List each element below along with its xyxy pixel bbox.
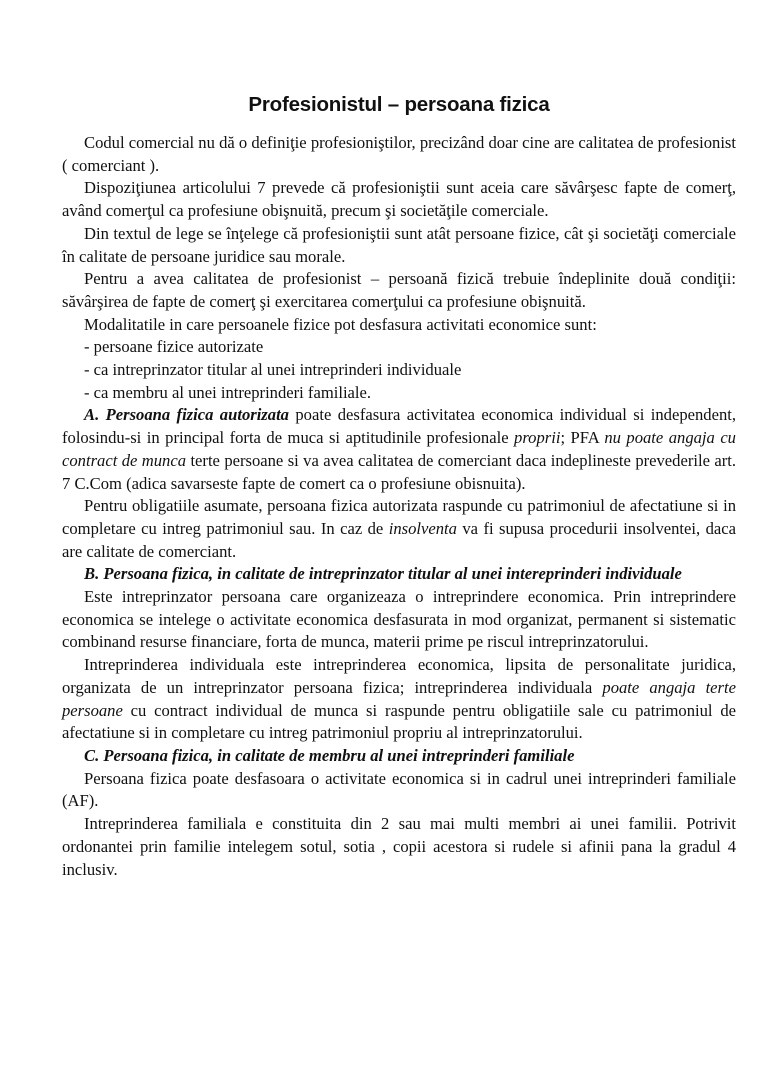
paragraph-conditions: Pentru a avea calitatea de profesionist – persoană fizică trebuie îndeplinite două condiţii: săvârşirea de fapte de comerţ şi exercitarea comerţului ca profesiune obişnuită. — [62, 269, 736, 311]
paragraph-definition: Codul comercial nu dă o definiţie profesioniştilor, precizând doar cine are calitatea de profesionist ( comerciant ). — [62, 133, 736, 175]
section-c-heading: C. Persoana fizica, in calitate de membru al unei intreprinderi familiale — [84, 745, 575, 765]
section-b-text: Intreprinderea individuala este intreprinderea economica, lipsita de personalitate juridica, organizata de un intreprinzator persoana fizica; intreprinderea individuala — [62, 655, 736, 697]
section-a-italic-contract: nu poate angaja cu contract de munca — [62, 428, 736, 470]
section-a-obligations-text: va fi supusa procedurii insolventei, daca are calitate de comerciant. — [62, 518, 736, 561]
document-page — [62, 88, 736, 881]
document-title: Profesionistul – persoana fizica — [248, 93, 550, 116]
section-a-obligations — [62, 495, 736, 563]
section-b-text: cu contract individual de munca si raspunde pentru obligatiile sale cu patrimoniul de afectatiune si in completare cu intreg patrimoniul propriu al intreprinzatorului. — [62, 700, 736, 743]
paragraph-law-text: Din textul de lege se înţelege că profesioniştii sunt atât persoane fizice, cât şi societăţi comerciale în calitate de persoane juridice sau morale. — [62, 223, 736, 266]
paragraph-article-7: Dispoziţiunea articolului 7 prevede că profesioniştii sunt aceia care săvârşesc fapte de comerţ, având comerţul ca profesiune obişnuită, precum şi societăţile comerciale. — [62, 178, 736, 221]
section-a-paragraph — [62, 404, 736, 495]
section-b-paragraph-2 — [62, 654, 736, 745]
section-b-heading: B. Persoana fizica, in calitate de intreprinzator titular al unei intereprinderi individuale — [84, 564, 682, 584]
section-c-paragraph-2: Intreprinderea familiala e constituita din 2 sau mai multi membri ai unei familii. Potrivit ordonantei prin familie intelegem sotul, sotia , copii acestora si rudele si afinii pana la gradul 4 inclusiv. — [62, 814, 736, 879]
section-a-text: poate desfasura activitatea economica individual si independent, folosindu-si in principal forta de muca si aptitudinile profesionale — [62, 405, 736, 448]
list-item: - ca membru al unei intreprinderi familiale. — [84, 382, 372, 402]
section-a-text: terte persoane si va avea calitatea de comerciant daca indeplineste prevederile art. 7 C.Com (adica savarseste fapte de comert ca o profesiune obisnuita). — [62, 450, 736, 493]
section-a-italic-proprii: proprii — [514, 428, 561, 448]
section-b-italic: poate angaja terte persoane — [62, 677, 736, 720]
list-item: - persoane fizice autorizate — [84, 337, 264, 357]
section-a-text: ; PFA — [560, 428, 605, 448]
list-item: - ca intreprinzator titular al unei intreprinderi individuale — [84, 360, 462, 380]
section-c-paragraph: Persoana fizica poate desfasoara o activitate economica si in cadrul unei intreprinderi familiale (AF). — [62, 768, 736, 811]
section-a-italic-insolventa: insolventa — [388, 518, 457, 538]
section-b-paragraph: Este intreprinzator persoana care organizeaza o intreprindere economica. Prin intreprindere economica se intelege o activitate economica desfasurata in mod organizat, permanent si sistematic combinand resurse financiare, forta de munca, materii prime pe riscul intreprinzatorului. — [62, 587, 736, 652]
paragraph-modalities: Modalitatile in care persoanele fizice pot desfasura activitati economice sunt: — [84, 314, 597, 334]
section-a-obligations-text: Pentru obligatiile asumate, persoana fizica autorizata raspunde cu patrimoniul de afectatiune si in completare cu intreg patrimoniul sau. In caz de — [62, 496, 736, 538]
section-a-heading: A. Persoana fizica autorizata — [84, 405, 289, 425]
